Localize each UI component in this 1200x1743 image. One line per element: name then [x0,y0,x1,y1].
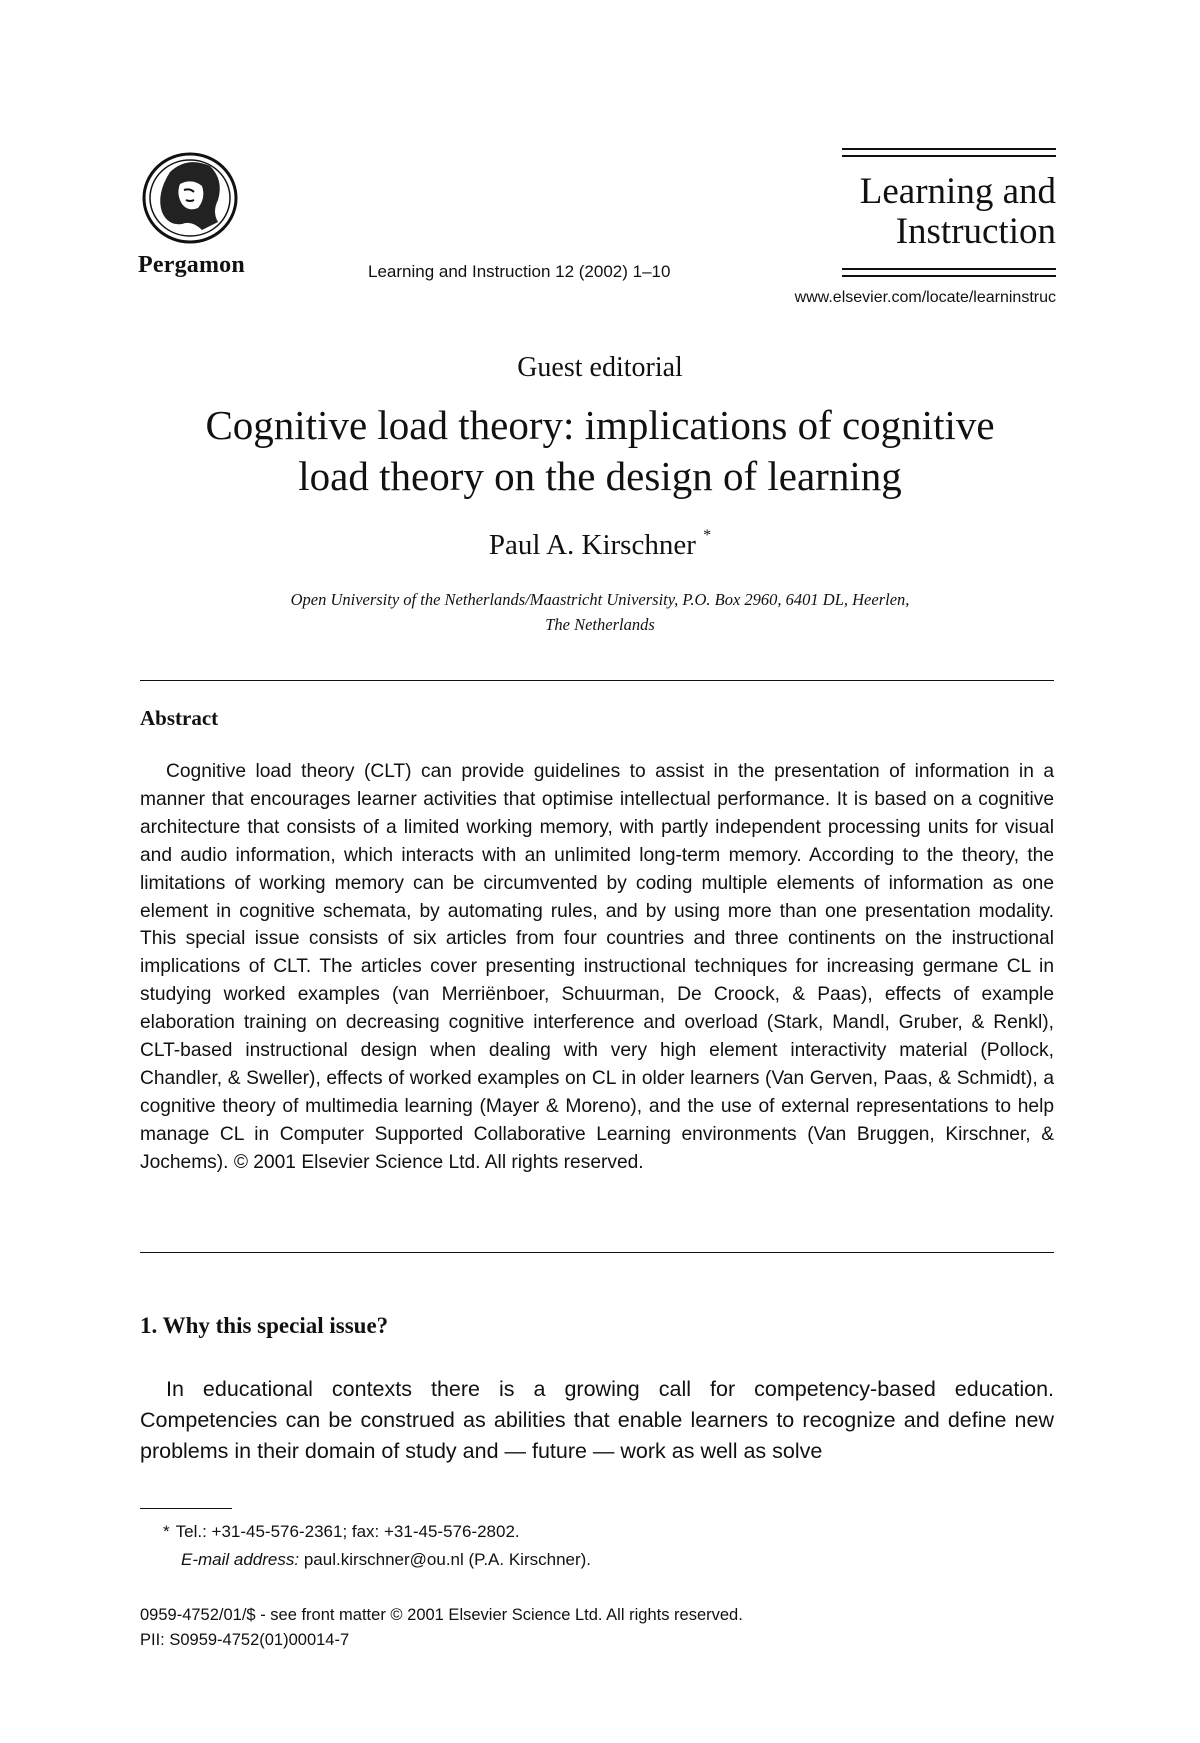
abstract-heading: Abstract [140,706,219,730]
article-title-line1: Cognitive load theory: implications of cognitive [205,402,995,448]
author [0,527,1200,562]
imprint-copyright: 0959-4752/01/$ - see front matter © 2001 Elsevier Science Ltd. All rights reserved. [140,1606,743,1624]
article-type: Guest editorial [517,352,683,383]
brand-rule-top-1 [842,148,1056,150]
section-heading: 1. Why this special issue? [140,1313,389,1338]
article-title-line2: load theory on the design of learning [298,453,902,499]
imprint [140,1603,743,1653]
brand-rule-bottom-2 [842,275,1056,277]
footnote-rule [140,1508,232,1509]
abstract-bottom-rule [140,1252,1054,1253]
publisher-name: Pergamon [138,252,245,278]
journal-brand-line1: Learning and [859,171,1056,212]
journal-url[interactable]: www.elsevier.com/locate/learninstruc [794,289,1056,306]
author-footnote-mark[interactable]: * [703,527,712,544]
footnote-email-label: E-mail address: [181,1550,300,1569]
abstract-text: Cognitive load theory (CLT) can provide guidelines to assist in the presentation of information in a manner that encourages learner activities that optimise intellectual performance. It is based on a cognitive architecture that consists of a limited working memory, with partly independent processing units for visual and audio information, which interacts with an unlimited long-term memory. According to the theory, the limitations of working memory can be circumvented by coding multiple elements of information as one element in cognitive schemata, by automating rules, and by using more than one presentation modality. This special issue consists of six articles from four countries and three continents on the instructional implications of CLT. The articles cover presenting instructional techniques for increasing germane CL in studying worked examples (van Merriënboer, Schuurman, De Croock, & Paas), effects of example elaboration training on decreasing cognitive interference and overload (Stark, Mandl, Gruber, & Renkl), CLT-based instructional design when dealing with very high element interactivity material (Pollock, Chandler, & Sweller), effects of worked examples on CL in older learners (Van Gerven, Paas, & Schmidt), a cognitive theory of multimedia learning (Mayer & Moreno), and the use of external representations to help manage CL in Computer Supported Collaborative Learning environments (Van Bruggen, Kirschner, & Jochems). © 2001 Elsevier Science Ltd. All rights reserved. [140,761,1054,1173]
section-body-text: In educational contexts there is a growing call for competency-based education. Competencies can be construed as abilities that enable learners to recognize and define new problems in their domain of study and — future — work as well as solve [140,1377,1054,1463]
imprint-pii: PII: S0959-4752(01)00014-7 [140,1631,350,1649]
author-name: Paul A. Kirschner [488,529,696,561]
footnote-mark: * [163,1522,170,1541]
affiliation [0,587,1200,637]
brand-rule-bottom-1 [842,268,1056,270]
brand-rule-top-2 [842,155,1056,157]
journal-brand [842,172,1056,252]
footnote-email-line [163,1546,591,1574]
footnote-contact: Tel.: +31-45-576-2361; fax: +31-45-576-2802. [175,1522,520,1541]
affiliation-line1: Open University of the Netherlands/Maastricht University, P.O. Box 2960, 6401 DL, Heerlen, [290,590,910,609]
footnote-contact-line [163,1518,591,1546]
affiliation-line2: The Netherlands [545,615,655,634]
footnote-email[interactable]: paul.kirschner@ou.nl (P.A. Kirschner). [303,1550,592,1569]
article-title [0,400,1200,502]
journal-brand-line2: Instruction [895,211,1056,252]
footnote [163,1518,591,1574]
abstract-top-rule [140,680,1054,681]
journal-citation: Learning and Instruction 12 (2002) 1–10 [368,262,671,281]
